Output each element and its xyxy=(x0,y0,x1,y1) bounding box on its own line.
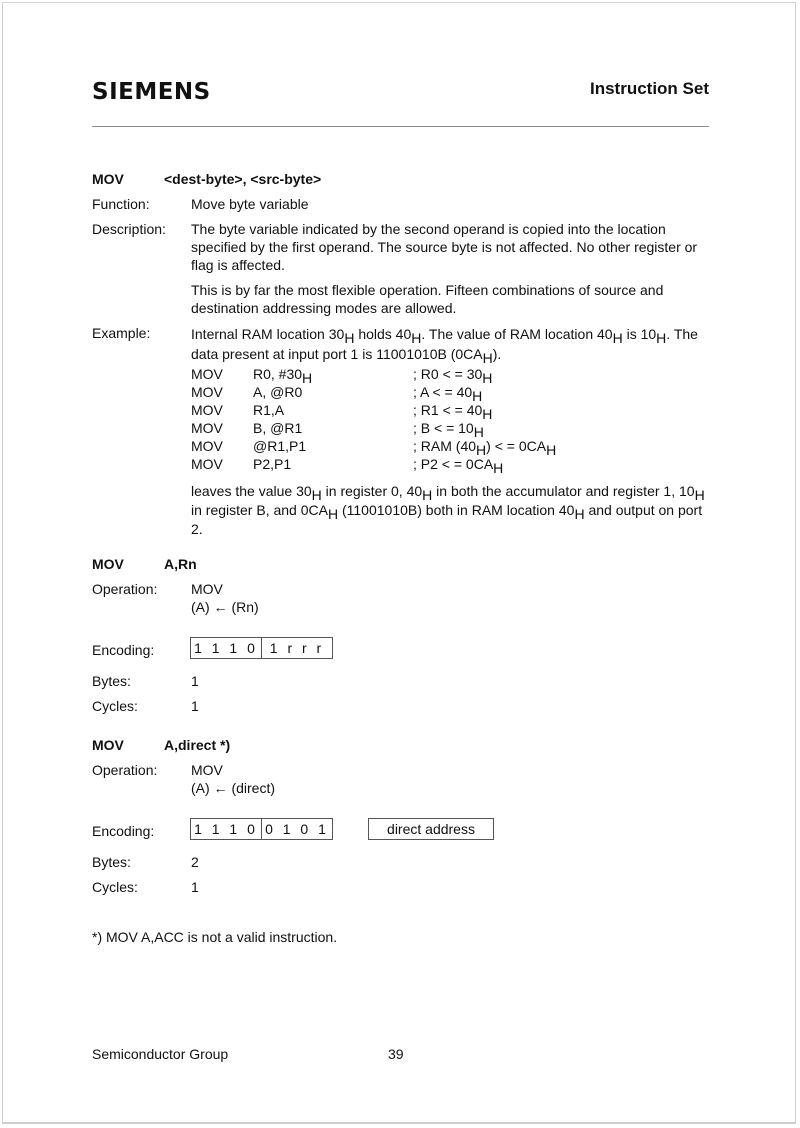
operation-line-2: (A) ← (direct) xyxy=(191,780,275,796)
footer-page-number: 39 xyxy=(388,1046,404,1062)
hex-subscript: H xyxy=(482,350,493,366)
section-a-direct-operands: A,direct *) xyxy=(164,737,231,753)
example-intro: Internal RAM location $30_H$ holds $40_H$. The value of RAM location $40_H$ is $10_H$. The data present at input port 1 is 11001010B $(0CA_H)$. xyxy=(191,326,698,366)
operation-label: Operation: xyxy=(92,581,158,597)
operation-line-2: (A) ← (Rn) xyxy=(191,599,259,615)
cycles-label: Cycles: xyxy=(92,698,138,714)
function-value: Move byte variable xyxy=(191,196,309,212)
encoding-label: Encoding: xyxy=(92,823,155,839)
code-operands: @R1,P1 xyxy=(253,438,307,454)
hex-subscript: H xyxy=(612,330,623,346)
footer-publisher: Semiconductor Group xyxy=(92,1046,229,1062)
code-opcode: MOV xyxy=(191,402,223,418)
description-label: Description: xyxy=(92,221,166,237)
hex-subscript: H xyxy=(482,370,493,386)
bytes-value: 2 xyxy=(191,854,199,870)
function-label: Function: xyxy=(92,196,150,212)
code-comment: ; R0 < = $30_H$ xyxy=(413,366,493,386)
code-comment: ; A < = $40_H$ xyxy=(413,384,483,404)
hex-subscript: H xyxy=(482,406,493,422)
hex-subscript: H xyxy=(422,487,433,503)
bytes-label: Bytes: xyxy=(92,673,131,689)
encoding-high-nibble: 1 1 1 0 xyxy=(190,637,262,659)
encoding-label: Encoding: xyxy=(92,642,155,658)
cycles-label: Cycles: xyxy=(92,879,138,895)
code-opcode: MOV xyxy=(191,366,223,382)
hex-subscript: H xyxy=(411,330,422,346)
encoding-low-nibble: 1 r r r xyxy=(261,637,333,659)
code-opcode: MOV xyxy=(191,384,223,400)
code-operands: P2,P1 xyxy=(253,456,292,472)
hex-subscript: H xyxy=(656,330,667,346)
code-comment: ; P2 < = $0CA_H$ xyxy=(413,456,504,476)
code-opcode: MOV xyxy=(191,456,223,472)
description-paragraph-1: The byte variable indicated by the second operand is copied into the location specified by the first operand. The source byte is not affected. No other register or flag is affected. xyxy=(191,221,698,273)
code-comment: ; R1 < = $40_H$ xyxy=(413,402,493,422)
operation-label: Operation: xyxy=(92,762,158,778)
code-comment: ; RAM $(40_H)$ < = $0CA_H$ xyxy=(413,438,557,458)
cycles-value: 1 xyxy=(191,698,199,714)
section-general-operands: <dest-byte>, <src-byte> xyxy=(164,171,322,187)
code-opcode: MOV xyxy=(191,420,223,436)
footnote: *) MOV A,ACC is not a valid instruction. xyxy=(92,929,338,945)
hex-subscript: H xyxy=(327,506,339,522)
hex-subscript: H xyxy=(302,370,313,386)
description-paragraph-2: This is by far the most flexible operation. Fifteen combinations of source and destination addressing modes are allowed. xyxy=(191,282,664,316)
siemens-logo: SIEMENS xyxy=(92,79,211,105)
operation-line-1: MOV xyxy=(191,581,223,597)
operation-line-1: MOV xyxy=(191,762,223,778)
encoding-high-nibble: 1 1 1 0 xyxy=(190,818,262,840)
bytes-label: Bytes: xyxy=(92,854,131,870)
example-label: Example: xyxy=(92,325,151,341)
code-opcode: MOV xyxy=(191,438,223,454)
section-a-rn-operands: A,Rn xyxy=(164,556,197,572)
hex-subscript: H xyxy=(472,388,483,404)
hex-subscript: H xyxy=(476,442,487,458)
code-operands: A, @R0 xyxy=(253,384,303,400)
code-operands: B, @R1 xyxy=(253,420,303,436)
encoding-low-nibble: 0 1 0 1 xyxy=(261,818,333,840)
hex-subscript: H xyxy=(574,506,585,522)
bytes-value: 1 xyxy=(191,673,199,689)
hex-subscript: H xyxy=(473,424,484,440)
section-a-direct-mnemonic: MOV xyxy=(92,737,124,753)
header-title: Instruction Set xyxy=(589,79,709,98)
section-a-rn-mnemonic: MOV xyxy=(92,556,124,572)
code-comment: ; B < = $10_H$ xyxy=(413,420,484,440)
hex-subscript: H xyxy=(694,487,705,503)
hex-subscript: H xyxy=(311,487,322,503)
hex-subscript: H xyxy=(546,442,557,458)
hex-subscript: H xyxy=(344,330,355,346)
example-result: leaves the value $30_H$ in register 0, $40_H$ in both the accumulator and register 1, $10_H$ in register B, and $0CA_H$ (11001010B) both in RAM location $40_H$ and output on port 2. xyxy=(191,483,705,537)
cycles-value: 1 xyxy=(191,879,199,895)
encoding-direct-address: direct address xyxy=(368,818,494,840)
code-operands: R1,A xyxy=(253,402,285,418)
section-general-mnemonic: MOV xyxy=(92,171,124,187)
header-divider xyxy=(92,126,709,127)
code-operands: R0, $\#30_H$ xyxy=(253,366,313,386)
hex-subscript: H xyxy=(493,460,504,476)
